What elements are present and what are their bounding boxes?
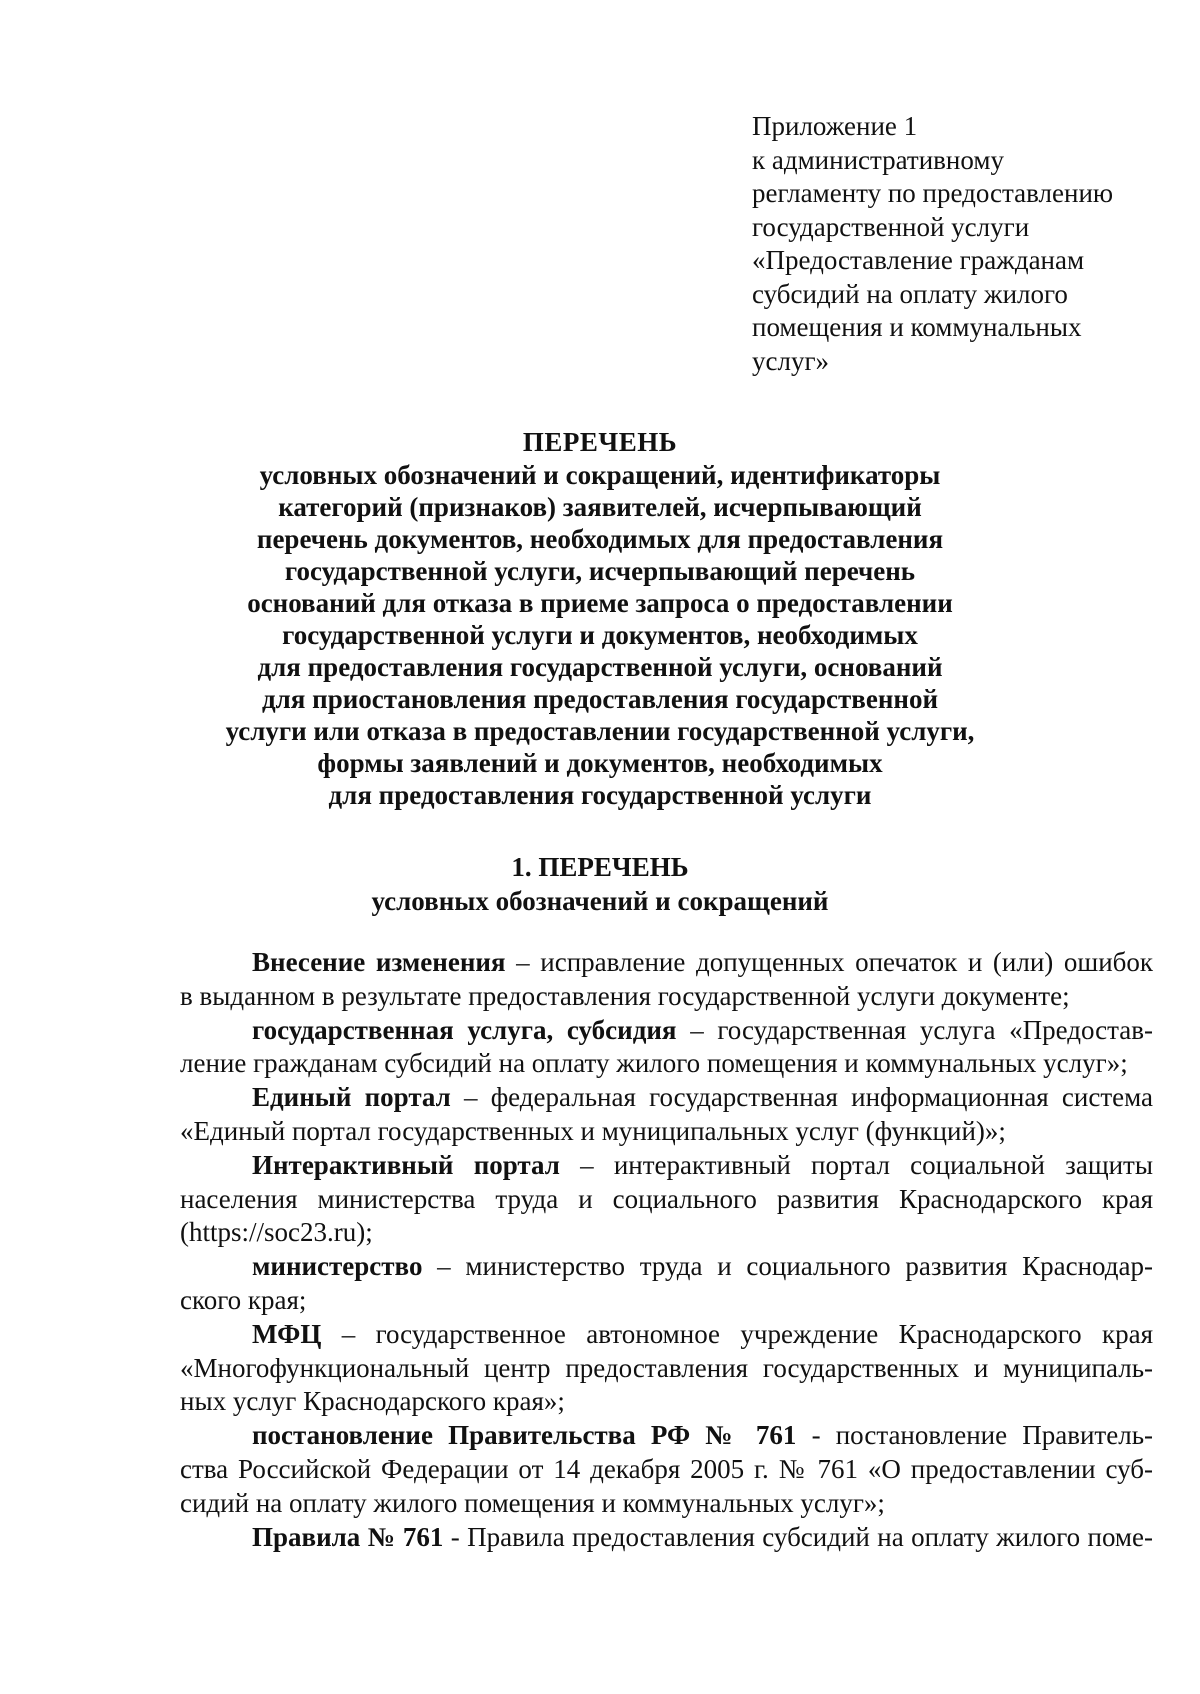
definition-line xyxy=(180,1318,1153,1352)
definition-text: – министерство труда и социального развития Краснодар- xyxy=(422,1251,1153,1282)
definition-line: ства Российской Федерации от 14 декабря 2005 г. № 761 «О предоставлении суб- xyxy=(180,1453,1153,1484)
definition-line xyxy=(180,1250,1153,1284)
definition-line xyxy=(180,1149,1153,1183)
appendix-line: к административному xyxy=(752,144,1004,175)
title-line: государственной услуги и документов, необходимых xyxy=(282,620,918,650)
definition-line: «Многофункциональный центр предоставления государственных и муниципаль- xyxy=(180,1352,1153,1383)
title-line: для предоставления государственной услуги xyxy=(328,780,872,810)
definition-line: населения министерства труда и социального развития Краснодарского края xyxy=(180,1183,1153,1214)
definition-line xyxy=(180,1081,1153,1115)
definition-text: – исправление допущенных опечаток и (или) ошибок xyxy=(505,947,1153,977)
title-line: оснований для отказа в приеме запроса о предоставлении xyxy=(247,588,953,618)
definition-line: ского края; xyxy=(180,1284,307,1315)
title-line: формы заявлений и документов, необходимых xyxy=(317,748,883,778)
definition-term: Единый портал xyxy=(252,1082,451,1113)
definition-term: государственная услуга, субсидия xyxy=(252,1014,677,1045)
section-title: 1. ПЕРЕЧЕНЬ xyxy=(511,852,689,882)
definition-term: Внесение изменения xyxy=(252,947,506,977)
definition-text: – государственное автономное учреждение Краснодарского края xyxy=(321,1318,1153,1349)
title-line: государственной услуги, исчерпывающий перечень xyxy=(284,556,916,586)
appendix-line: услуг» xyxy=(752,345,830,376)
title-line: условных обозначений и сокращений, идентификаторы xyxy=(259,460,941,490)
appendix-line: регламенту по предоставлению xyxy=(752,178,1114,208)
definition-line xyxy=(180,1014,1153,1048)
title-line: услуги или отказа в предоставлении государственной услуги, xyxy=(225,716,975,746)
definition-text: - постановление Правитель- xyxy=(796,1420,1153,1451)
definition-term: Интерактивный портал xyxy=(252,1149,560,1180)
document-title xyxy=(200,425,1000,811)
definition-term: Правила № 761 xyxy=(252,1521,444,1552)
definition-line xyxy=(180,1521,1153,1555)
appendix-line: помещения и коммунальных xyxy=(752,312,1082,342)
definition-line xyxy=(180,946,1153,980)
title-line: для приостановления предоставления государственной xyxy=(261,684,938,714)
definition-line: ных услуг Краснодарского края»; xyxy=(180,1386,565,1417)
appendix-line: Приложение 1 xyxy=(752,111,918,141)
title-line: категорий (признаков) заявителей, исчерпывающий xyxy=(278,492,922,522)
definition-line: ление гражданам субсидий на оплату жилого помещения и коммунальных услуг»; xyxy=(180,1048,1128,1079)
definition-line xyxy=(180,1419,1153,1453)
title-line: перечень документов, необходимых для предоставления xyxy=(256,524,944,554)
definition-text: – интерактивный портал социальной защиты xyxy=(559,1149,1153,1180)
section-1-heading xyxy=(200,850,1000,918)
appendix-line: субсидий на оплату жилого xyxy=(752,278,1068,309)
definition-line: «Единый портал государственных и муниципальных услуг (функций)»; xyxy=(180,1115,1006,1146)
section-subtitle: условных обозначений и сокращений xyxy=(371,886,829,916)
definition-line: сидий на оплату жилого помещения и коммунальных услуг»; xyxy=(180,1487,885,1518)
appendix-line: «Предоставление гражданам xyxy=(752,245,1085,275)
appendix-line: государственной услуги xyxy=(752,211,1030,242)
definition-term: министерство xyxy=(252,1251,423,1282)
title-line: для предоставления государственной услуги, оснований xyxy=(257,652,943,682)
definitions-list xyxy=(180,946,1153,1554)
definition-term: МФЦ xyxy=(252,1318,322,1349)
definition-text: – государственная услуга «Предостав- xyxy=(676,1014,1153,1045)
title-heading: ПЕРЕЧЕНЬ xyxy=(522,427,678,457)
definition-line: в выданном в результате предоставления государственной услуги документе; xyxy=(180,980,1070,1011)
definition-term: постановление Правительства РФ № 761 xyxy=(252,1420,797,1451)
definition-line: (https://soc23.ru); xyxy=(180,1217,373,1248)
appendix-header xyxy=(752,110,1172,378)
definition-text: - Правила предоставления субсидий на оплату жилого поме- xyxy=(443,1521,1153,1552)
definition-text: – федеральная государственная информационная система xyxy=(450,1082,1153,1113)
